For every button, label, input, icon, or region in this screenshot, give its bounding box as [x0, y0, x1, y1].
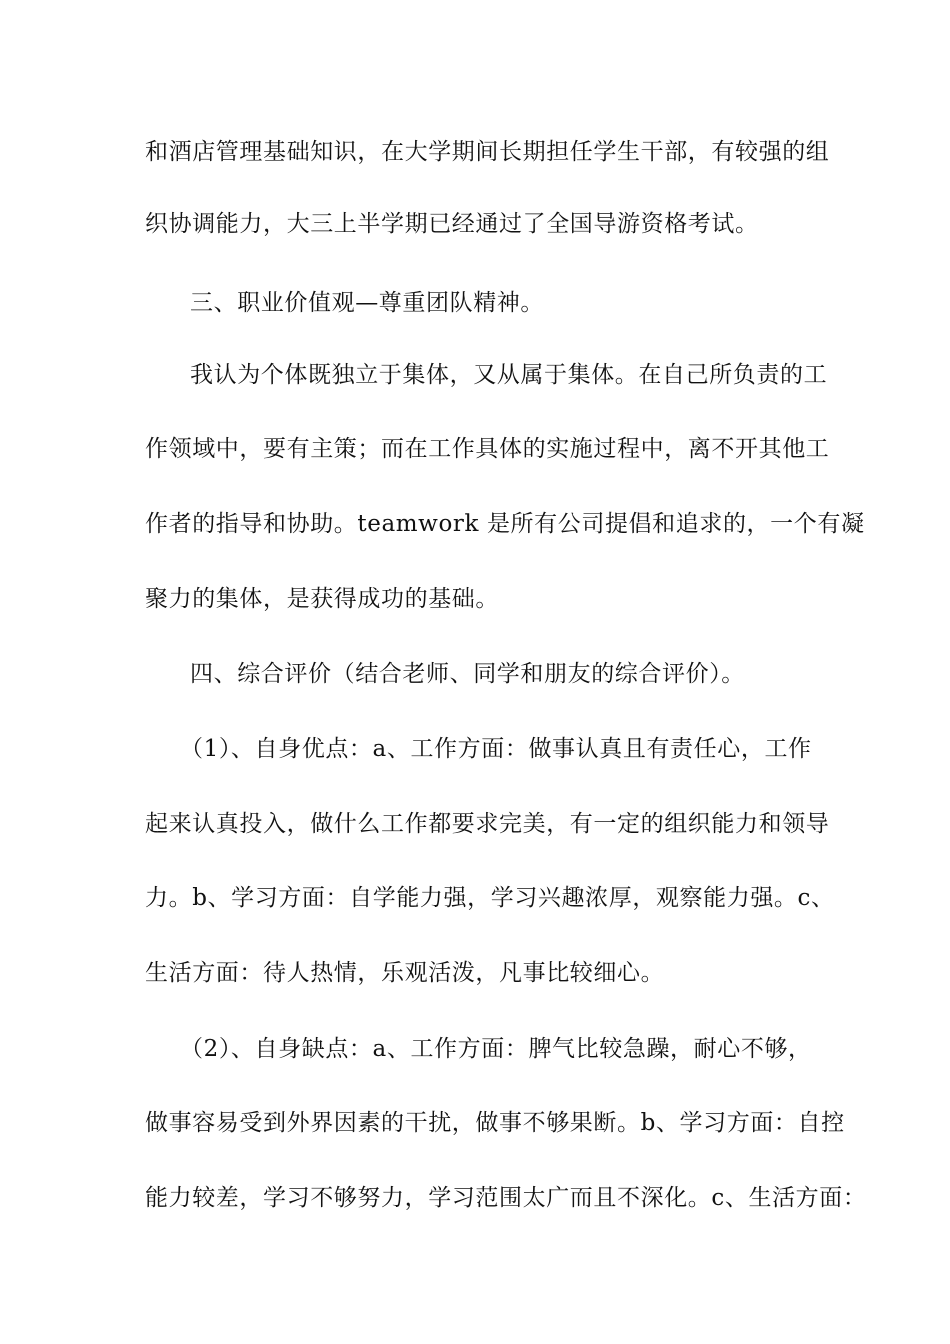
section-heading-3: 三、职业价值观—尊重团队精神。	[190, 290, 544, 316]
body-text-line: 织协调能力，大三上半学期已经通过了全国导游资格考试。	[145, 211, 759, 237]
body-text-line: 作者的指导和协助。teamwork 是所有公司提倡和追求的，一个有凝	[145, 511, 865, 537]
body-text-line: 能力较差，学习不够努力，学习范围太广而且不深化。c、生活方面：	[145, 1185, 867, 1211]
body-text-line: 作领域中，要有主策；而在工作具体的实施过程中，离不开其他工	[145, 436, 830, 462]
body-text-line: 做事容易受到外界因素的干扰，做事不够果断。b、学习方面：自控	[145, 1110, 845, 1136]
body-text-line: 聚力的集体，是获得成功的基础。	[145, 586, 499, 612]
body-text-line: 起来认真投入，做什么工作都要求完美，有一定的组织能力和领导	[145, 811, 830, 837]
body-text-line: （2）、自身缺点：a、工作方面：脾气比较急躁，耐心不够，	[180, 1036, 812, 1062]
body-text-line: 力。b、学习方面：自学能力强，学习兴趣浓厚，观察能力强。c、	[145, 885, 835, 911]
body-text-line: 和酒店管理基础知识，在大学期间长期担任学生干部，有较强的组	[145, 139, 830, 165]
body-text-line: 生活方面：待人热情，乐观活泼，凡事比较细心。	[145, 960, 665, 986]
section-heading-4: 四、综合评价（结合老师、同学和朋友的综合评价）。	[190, 661, 745, 687]
body-text-line: （1）、自身优点：a、工作方面：做事认真且有责任心，工作	[180, 736, 812, 762]
body-text-line: 我认为个体既独立于集体，又从属于集体。在自己所负责的工	[190, 362, 828, 388]
